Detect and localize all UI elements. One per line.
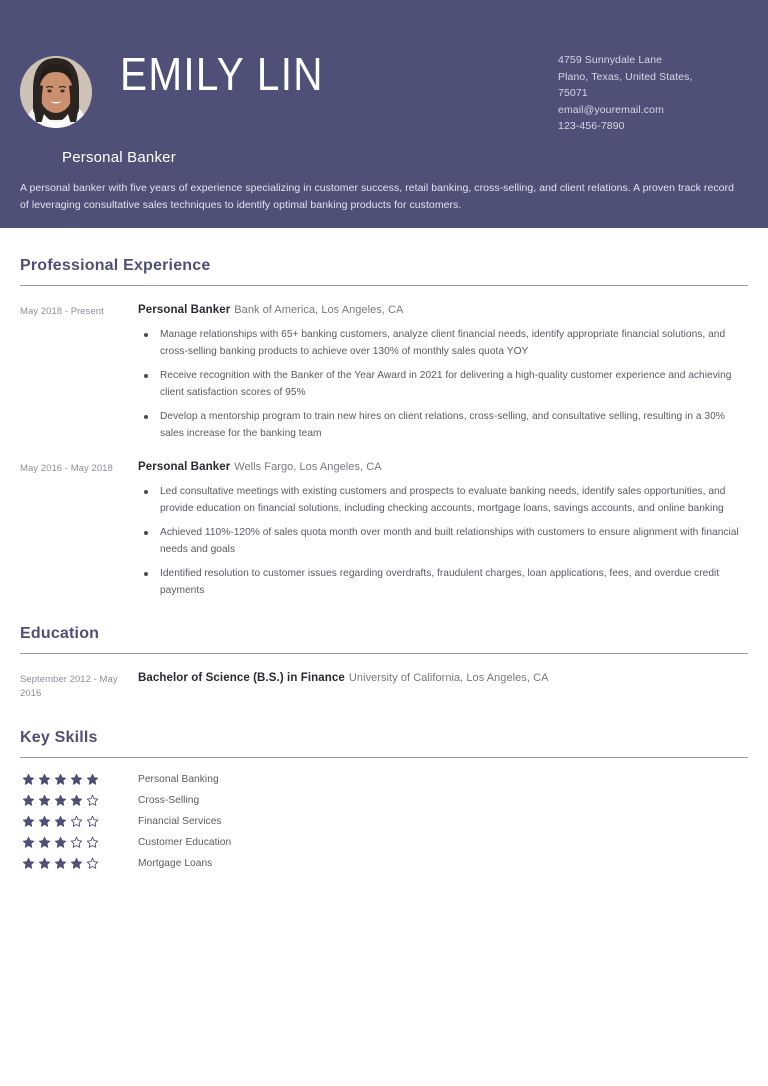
entry-org: Bank of America, Los Angeles, CA — [234, 304, 404, 316]
entry-main — [138, 671, 748, 686]
star-filled-icon — [38, 794, 51, 807]
star-filled-icon — [70, 857, 83, 870]
star-filled-icon — [54, 836, 67, 849]
star-filled-icon — [38, 773, 51, 786]
list-item — [20, 790, 748, 811]
list-item: Manage relationships with 65+ banking customers, analyze client financial needs, identify appropriate financial solutions, and cross-selling banking products to achieve over 130% of monthly sales quota YOY — [138, 327, 748, 360]
skill-label: Personal Banking — [138, 773, 219, 785]
entry-main — [138, 303, 748, 442]
star-empty-icon — [86, 794, 99, 807]
star-filled-icon — [70, 794, 83, 807]
experience-entry — [20, 460, 748, 599]
section-title-education: Education — [20, 625, 100, 642]
skills-list — [20, 769, 748, 874]
star-rating — [20, 773, 138, 786]
list-item — [20, 811, 748, 832]
entry-bullet-list — [138, 484, 748, 599]
star-filled-icon — [22, 773, 35, 786]
entry-dates: September 2012 - May 2016 — [20, 674, 118, 699]
star-filled-icon — [70, 773, 83, 786]
contact-address-line1: 4759 Sunnydale Lane — [558, 54, 663, 66]
star-filled-icon — [22, 794, 35, 807]
entry-heading — [138, 671, 748, 686]
entry-role: Personal Banker — [138, 304, 231, 316]
contact-postal-code: 75071 — [558, 87, 588, 99]
star-filled-icon — [38, 836, 51, 849]
star-filled-icon — [22, 857, 35, 870]
divider — [20, 285, 748, 286]
skill-label: Customer Education — [138, 836, 232, 848]
star-empty-icon — [86, 836, 99, 849]
section-skills — [20, 727, 748, 874]
page-title: EMILY LIN — [120, 48, 324, 100]
divider — [20, 757, 748, 758]
header-job-title: Personal Banker — [62, 149, 176, 166]
profile-summary: A personal banker with five years of experience specializing in customer success, retail banking, cross-selling, and client relations. A proven track record of leveraging consultative sales techniques to identify optimal banking products for customers. — [20, 182, 734, 211]
contact-email[interactable]: email@youremail.com — [558, 103, 664, 116]
list-item — [20, 769, 748, 790]
section-title-experience: Professional Experience — [20, 257, 211, 274]
list-item: Led consultative meetings with existing customers and prospects to evaluate banking needs, identify sales opportunities, and provide education on financial solutions, including checking accounts, mortgage loans, savings accounts, and online banking — [138, 484, 748, 517]
experience-entry — [20, 303, 748, 442]
star-filled-icon — [54, 857, 67, 870]
entry-heading — [138, 460, 748, 475]
list-item: Develop a mentorship program to train new hires on client relations, cross-selling, and consultative selling, resulting in a 30% sales increase for the banking team — [138, 409, 748, 442]
entry-bullet-list — [138, 327, 748, 442]
list-item: Achieved 110%-120% of sales quota month over month and built relationships with customers to ensure alignment with financial needs and goals — [138, 525, 748, 558]
star-empty-icon — [86, 857, 99, 870]
skill-label: Cross-Selling — [138, 794, 200, 806]
star-empty-icon — [70, 836, 83, 849]
entry-dates: May 2018 - Present — [20, 306, 104, 317]
star-filled-icon — [38, 857, 51, 870]
list-item: Identified resolution to customer issues regarding overdrafts, fraudulent charges, loan applications, fees, and overdue credit payments — [138, 566, 748, 599]
avatar — [20, 56, 92, 128]
star-filled-icon — [38, 815, 51, 828]
contact-block — [558, 52, 748, 135]
skill-label: Financial Services — [138, 815, 222, 827]
entry-main — [138, 460, 748, 599]
section-education — [20, 623, 748, 701]
entry-school: University of California, Los Angeles, CA — [348, 672, 549, 684]
divider — [20, 653, 748, 654]
section-title-skills: Key Skills — [20, 729, 98, 746]
star-filled-icon — [86, 773, 99, 786]
entry-degree: Bachelor of Science (B.S.) in Finance — [138, 672, 345, 684]
star-rating — [20, 857, 138, 870]
star-rating — [20, 815, 138, 828]
star-filled-icon — [54, 815, 67, 828]
star-empty-icon — [70, 815, 83, 828]
star-rating — [20, 836, 138, 849]
star-filled-icon — [54, 794, 67, 807]
resume-body — [0, 255, 768, 874]
list-item — [20, 853, 748, 874]
star-filled-icon — [22, 815, 35, 828]
education-entry — [20, 671, 748, 701]
list-item: Receive recognition with the Banker of the Year Award in 2021 for delivering a high-quality customer experience and achieving client satisfaction scores of 95% — [138, 368, 748, 401]
entry-org: Wells Fargo, Los Angeles, CA — [234, 461, 382, 473]
entry-role: Personal Banker — [138, 461, 231, 473]
section-experience — [20, 255, 748, 599]
skill-label: Mortgage Loans — [138, 857, 213, 869]
entry-dates: May 2016 - May 2018 — [20, 463, 113, 474]
resume-header — [0, 0, 768, 228]
star-filled-icon — [54, 773, 67, 786]
profile-photo-icon — [20, 56, 92, 128]
entry-heading — [138, 303, 748, 318]
star-rating — [20, 794, 138, 807]
list-item — [20, 832, 748, 853]
star-filled-icon — [22, 836, 35, 849]
contact-address-line2: Plano, Texas, United States, — [558, 70, 693, 83]
contact-phone[interactable]: 123-456-7890 — [558, 120, 625, 132]
star-empty-icon — [86, 815, 99, 828]
